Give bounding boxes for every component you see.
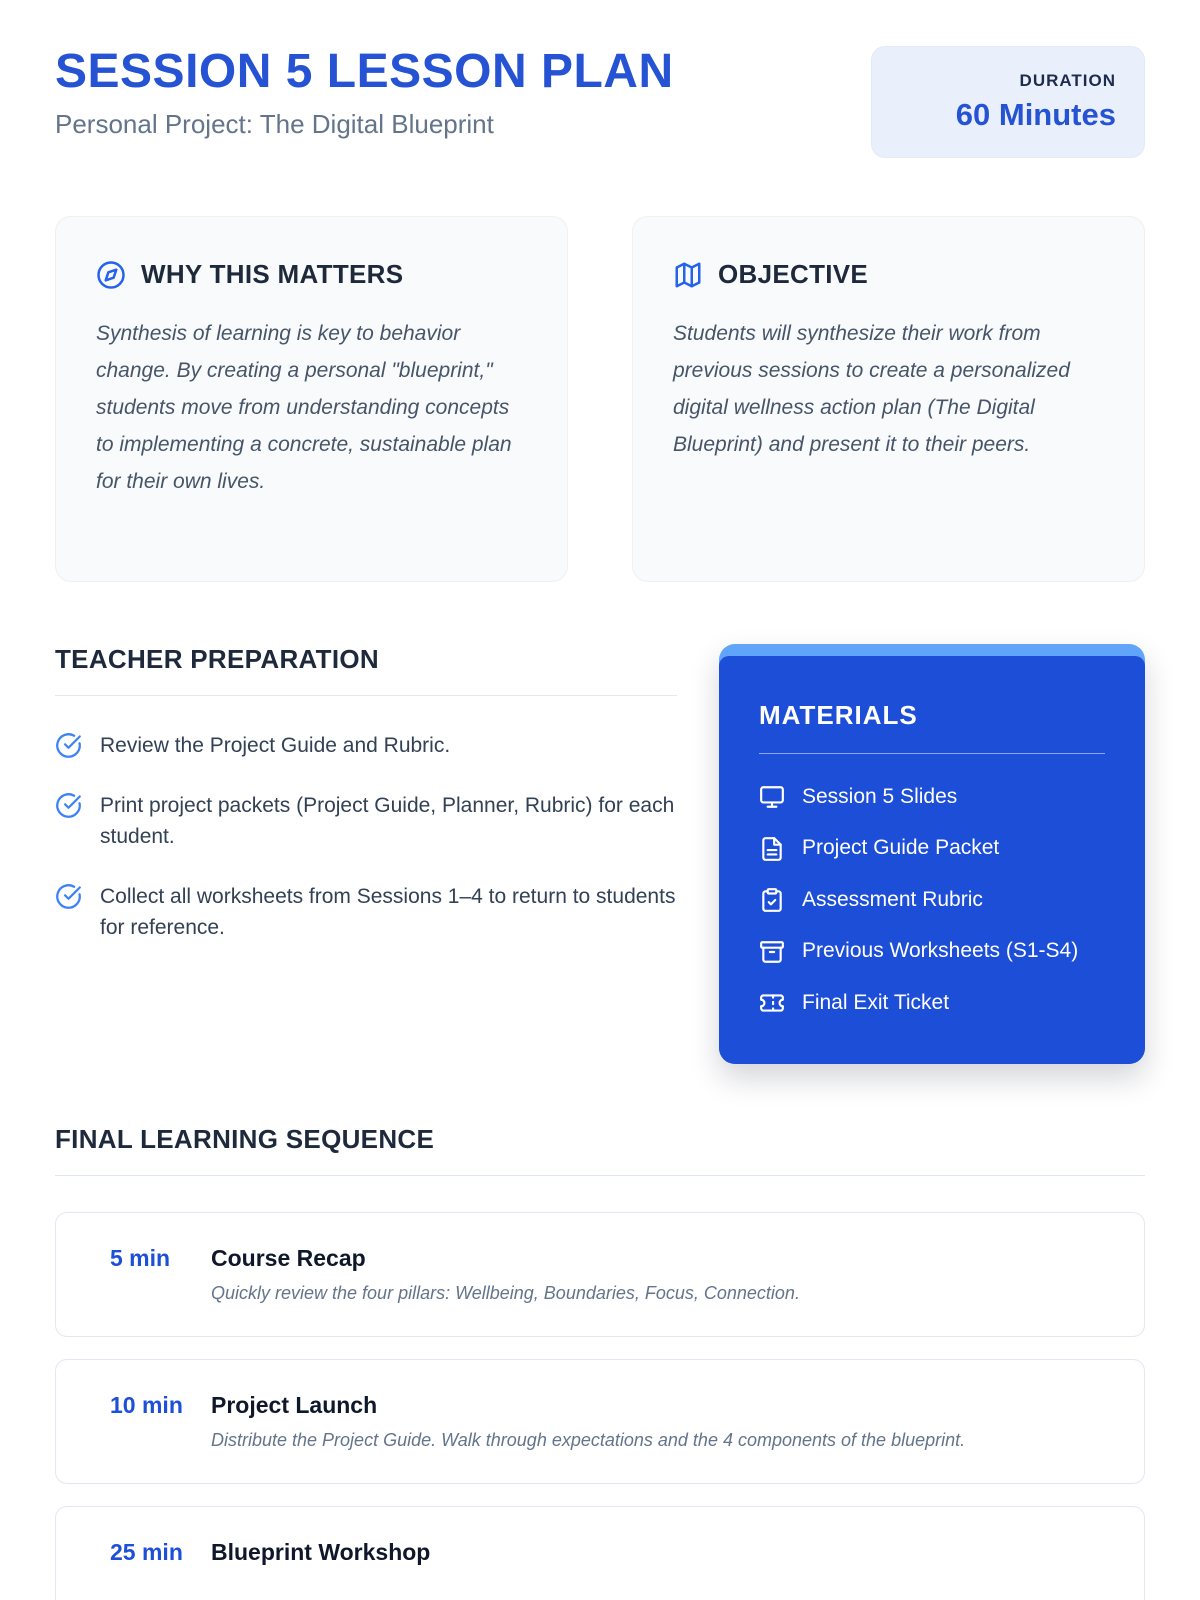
check-circle-icon (55, 883, 82, 910)
final-learning-sequence-section (55, 1124, 1145, 1600)
step-title: Course Recap (211, 1245, 366, 1272)
why-card-header (96, 259, 527, 290)
check-circle-icon (55, 792, 82, 819)
materials-item-label: Assessment Rubric (802, 887, 983, 911)
objective-card-header (673, 259, 1104, 290)
step-content (211, 1539, 430, 1577)
step-description: Distribute the Project Guide. Walk through expectations and the 4 components of the blueprint. (211, 1430, 966, 1451)
page-title: SESSION 5 LESSON PLAN (55, 45, 674, 98)
materials-item-label: Previous Worksheets (S1-S4) (802, 939, 1079, 963)
compass-icon (96, 260, 126, 290)
materials-item-label: Session 5 Slides (802, 785, 958, 808)
materials-list-item (759, 782, 1105, 812)
teacher-preparation-list (55, 730, 677, 944)
step-duration: 10 min (110, 1392, 183, 1419)
info-cards-row (55, 216, 1145, 582)
ticket-icon (759, 990, 785, 1016)
materials-item-label: Project Guide Packet (802, 836, 1000, 860)
why-card-title: WHY THIS MATTERS (141, 259, 404, 289)
materials-item-label: Final Exit Ticket (802, 990, 950, 1014)
header (55, 46, 1145, 158)
materials-card-body (719, 656, 1145, 1064)
objective-card (632, 216, 1145, 582)
title-block (55, 46, 674, 140)
prep-item-text: Collect all worksheets from Sessions 1–4 to return to students for reference. (100, 884, 676, 939)
materials-list (759, 782, 1105, 1018)
prep-list-item (55, 730, 677, 762)
sequence-step-card (55, 1506, 1145, 1600)
step-duration: 25 min (110, 1539, 183, 1566)
objective-card-body: Students will synthesize their work from previous sessions to create a personalized digital wellness action plan (The Digital Blueprint) and present it to their peers. (673, 322, 1070, 456)
prep-list-item (55, 881, 677, 944)
sequence-step-card (55, 1359, 1145, 1484)
sequence-divider (55, 1175, 1145, 1176)
materials-list-item (759, 988, 1105, 1018)
step-content (211, 1245, 800, 1304)
materials-list-item (759, 833, 1105, 863)
step-description: Quickly review the four pillars: Wellbeing, Boundaries, Focus, Connection. (211, 1283, 800, 1304)
materials-divider (759, 753, 1105, 754)
materials-list-item (759, 885, 1105, 915)
middle-row (55, 644, 1145, 1064)
teacher-preparation-title: TEACHER PREPARATION (55, 644, 379, 674)
duration-label: DURATION (1019, 71, 1116, 90)
step-title: Project Launch (211, 1392, 378, 1419)
file-text-icon (759, 836, 785, 862)
sequence-title: FINAL LEARNING SEQUENCE (55, 1124, 435, 1155)
materials-list-item (759, 936, 1105, 966)
step-title: Blueprint Workshop (211, 1539, 431, 1566)
monitor-icon (759, 784, 785, 810)
page-subtitle: Personal Project: The Digital Blueprint (55, 108, 494, 139)
prep-item-text: Review the Project Guide and Rubric. (100, 734, 451, 757)
duration-badge (871, 46, 1145, 158)
map-icon (673, 260, 703, 290)
prep-list-item (55, 790, 677, 853)
sequence-list (55, 1212, 1145, 1600)
why-card-body: Synthesis of learning is key to behavior change. By creating a personal "blueprint," students move from understanding concepts to implementing a concrete, sustainable plan for their own lives. (96, 322, 512, 493)
step-content (211, 1392, 965, 1451)
prep-item-text: Print project packets (Project Guide, Planner, Rubric) for each student. (100, 793, 675, 848)
teacher-preparation-section (55, 644, 719, 972)
sequence-step-card (55, 1212, 1145, 1337)
archive-box-icon (759, 939, 785, 965)
objective-card-title: OBJECTIVE (718, 259, 869, 289)
why-this-matters-card (55, 216, 568, 582)
step-duration: 5 min (110, 1245, 171, 1272)
clipboard-check-icon (759, 887, 785, 913)
duration-value: 60 Minutes (955, 97, 1116, 132)
materials-title: MATERIALS (759, 700, 918, 730)
materials-card (719, 644, 1145, 1064)
section-divider (55, 695, 677, 696)
check-circle-icon (55, 732, 82, 759)
